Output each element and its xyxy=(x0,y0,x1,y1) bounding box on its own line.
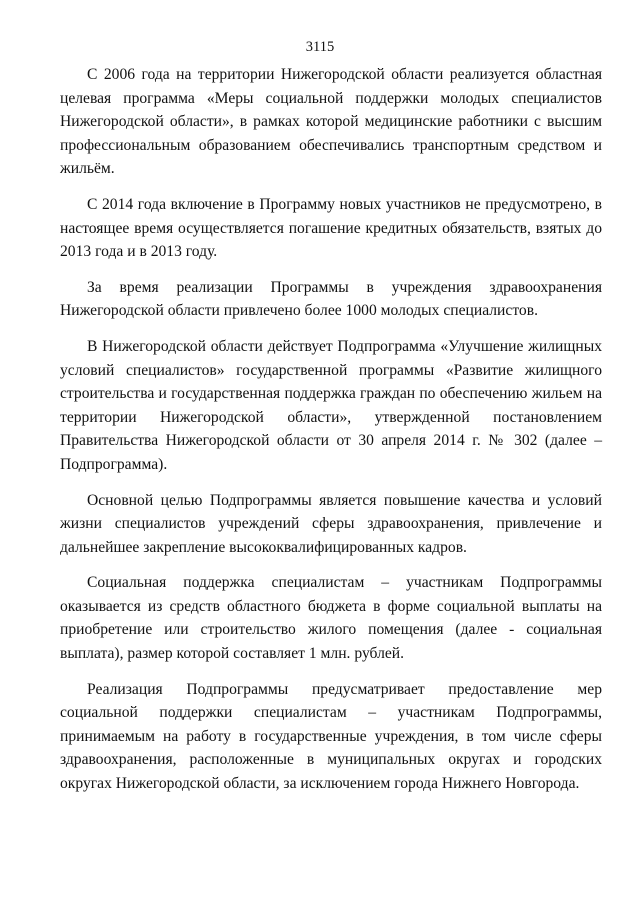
paragraph-implementation: Реализация Подпрограммы предусматривает предоставление мер социальной поддержки специалистам – участникам Подпрограммы, принимаемым на работу в государственные учреждения, в том числе сферы здравоохранения, расположенные в муниципальных округах и городских округах Нижегородской области, за исключением города Нижнего Новгорода. xyxy=(60,680,602,793)
paragraph-subprogram-intro: В Нижегородской области действует Подпрограмма «Улучшение жилищных условий специалистов» государственной программы «Развитие жилищного строительства и государственная поддержка граждан по обеспечению жильем на территории Нижегородской области», утвержденной постановлением Правительства Нижегородской области от 30 апреля 2014 г. № 302 (далее – Подпрограмма). xyxy=(60,337,602,473)
paragraph-social-support: Социальная поддержка специалистам – участникам Подпрограммы оказывается из средств областного бюджета в форме социальной выплаты на приобретение или строительство жилого помещения (далее - социальная выплата), размер которой составляет 1 млн. рублей. xyxy=(60,574,602,663)
document-body xyxy=(60,63,602,808)
paragraph-program-results: За время реализации Программы в учреждения здравоохранения Нижегородской области привлечено более 1000 молодых специалистов. xyxy=(60,278,602,320)
paragraph-program-closure: С 2014 года включение в Программу новых участников не предусмотрено, в настоящее время осуществляется погашение кредитных обязательств, взятых до 2013 года и в 2013 году. xyxy=(60,195,602,261)
paragraph-program-history: С 2006 года на территории Нижегородской области реализуется областная целевая программа «Меры социальной поддержки молодых специалистов Нижегородской области», в рамках которой медицинские работники с высшим профессиональным образованием обеспечивались транспортным средством и жильём. xyxy=(60,66,602,178)
page-number: 3115 xyxy=(305,39,335,55)
paragraph-subprogram-goal: Основной целью Подпрограммы является повышение качества и условий жизни специалистов учреждений сферы здравоохранения, привлечение и дальнейшее закрепление высококвалифицированных кадров. xyxy=(60,491,602,556)
